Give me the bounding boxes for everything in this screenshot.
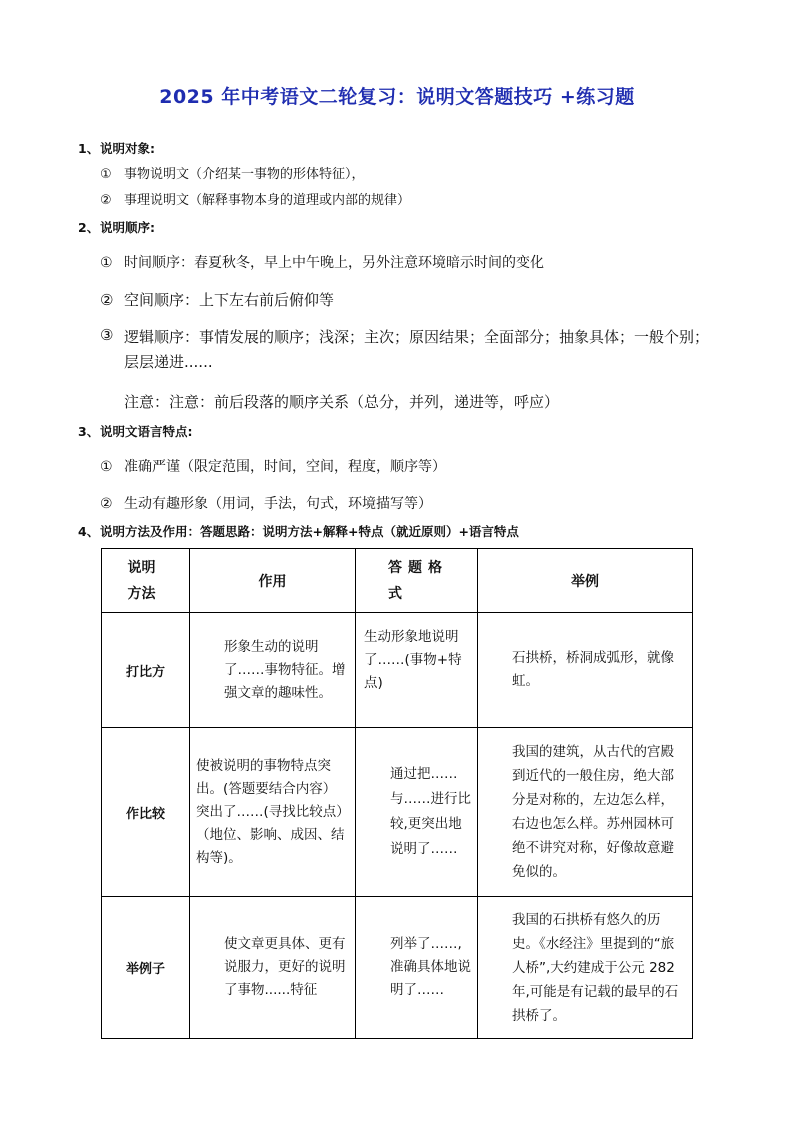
section-number: 4、 (78, 524, 100, 539)
row-method: 打比方 (102, 613, 190, 728)
list-text: 生动有趣形象（用词，手法，句式，环境描写等） (124, 496, 432, 512)
list-text-wrapped: 逻辑顺序：事情发展的顺序；浅深；主次；原因结果；全面部分；抽象具体；一般个别；层层递进...... (124, 328, 710, 371)
list-item (100, 163, 365, 182)
header-method (102, 549, 190, 613)
row-format-text: 列举了……,准确具体地说明了…… (390, 936, 471, 998)
row-format-text: 生动形象地说明了……(事物+特点) (364, 628, 462, 691)
methods-table (101, 548, 693, 1039)
section-number: 3、 (78, 424, 100, 439)
section-4-heading (78, 522, 519, 540)
header-format (356, 549, 478, 613)
section-label: 说明方法及作用：答题思路：说明方法+解释+特点（就近原则）+语言特点 (100, 524, 519, 539)
list-text: 准确严谨（限定范围，时间，空间，程度，顺序等） (124, 459, 446, 475)
header-example: 举例 (478, 549, 693, 613)
header-format-label: 答题格式 (388, 559, 448, 602)
row-effect (190, 728, 356, 897)
row-example-text: 我国的石拱桥有悠久的历史。《水经注》里提到的“旅人桥”,大约建成于公元 282 年,可能是有记载的最早的石拱桥了。 (512, 911, 679, 1024)
list-text: 事理说明文（解释事物本身的道理或内部的规律） (124, 193, 411, 208)
section-2-heading (78, 218, 155, 236)
row-format (356, 897, 478, 1039)
row-example-text: 我国的建筑，从古代的宫殿到近代的一般住房，绝大部分是对称的，左边怎么样，右边也怎么样。苏州园林可绝不讲究对称，好像故意避免似的。 (512, 744, 674, 880)
list-marker: ① (100, 255, 113, 271)
list-marker: ② (100, 291, 114, 309)
row-example (478, 728, 693, 897)
list-marker: ③ (100, 326, 114, 344)
section-label: 说明文语言特点: (100, 424, 193, 439)
section-1-heading (78, 139, 155, 157)
list-item (100, 493, 432, 513)
row-effect-text: 使文章更具体、更有说服力，更好的说明了事物......特征 (224, 936, 346, 998)
section-3-heading (78, 422, 193, 440)
list-marker: ② (100, 193, 112, 208)
list-marker: ① (100, 459, 113, 475)
row-format-text: 通过把……与……进行比较,更突出地说明了…… (390, 766, 471, 857)
list-text: 时间顺序：春夏秋冬，早上中午晚上，另外注意环境暗示时间的变化 (124, 255, 544, 271)
table-row (102, 728, 693, 897)
list-text: 空间顺序：上下左右前后俯仰等 (124, 291, 335, 309)
section-number: 2、 (78, 220, 100, 235)
row-format (356, 728, 478, 897)
row-format (356, 613, 478, 728)
row-effect-text: 形象生动的说明了……事物特征。增强文章的趣味性。 (224, 638, 346, 701)
list-item (100, 456, 446, 476)
list-item (100, 289, 334, 310)
note-text: 注意：注意：前后段落的顺序关系（总分，并列，递进等，呼应） (124, 393, 560, 411)
row-example (478, 897, 693, 1039)
row-method: 举例子 (102, 897, 190, 1039)
header-effect: 作用 (190, 549, 356, 613)
row-effect (190, 613, 356, 728)
table-header-row (102, 549, 693, 613)
section-number: 1、 (78, 141, 100, 156)
list-marker: ① (100, 167, 112, 182)
header-method-label: 说明方法 (127, 559, 156, 602)
section-label: 说明顺序: (100, 220, 155, 235)
table-row (102, 897, 693, 1039)
list-text: 事物说明文（介绍某一事物的形体特征）， (124, 167, 365, 182)
page-title: 2025 年中考语文二轮复习：说明文答题技巧 +练习题 (159, 86, 635, 108)
row-effect-text: 使被说明的事物特点突出。(答题要结合内容）突出了……(寻找比较点）（地位、影响、成因、结构等)。 (196, 757, 345, 866)
section-label: 说明对象: (100, 141, 155, 156)
row-example (478, 613, 693, 728)
row-method: 作比较 (102, 728, 190, 897)
table-row (102, 613, 693, 728)
list-item (100, 189, 410, 208)
list-marker: ② (100, 496, 113, 512)
list-item (100, 252, 544, 272)
row-effect (190, 897, 356, 1039)
row-example-text: 石拱桥，桥洞成弧形，就像虹。 (512, 650, 674, 689)
